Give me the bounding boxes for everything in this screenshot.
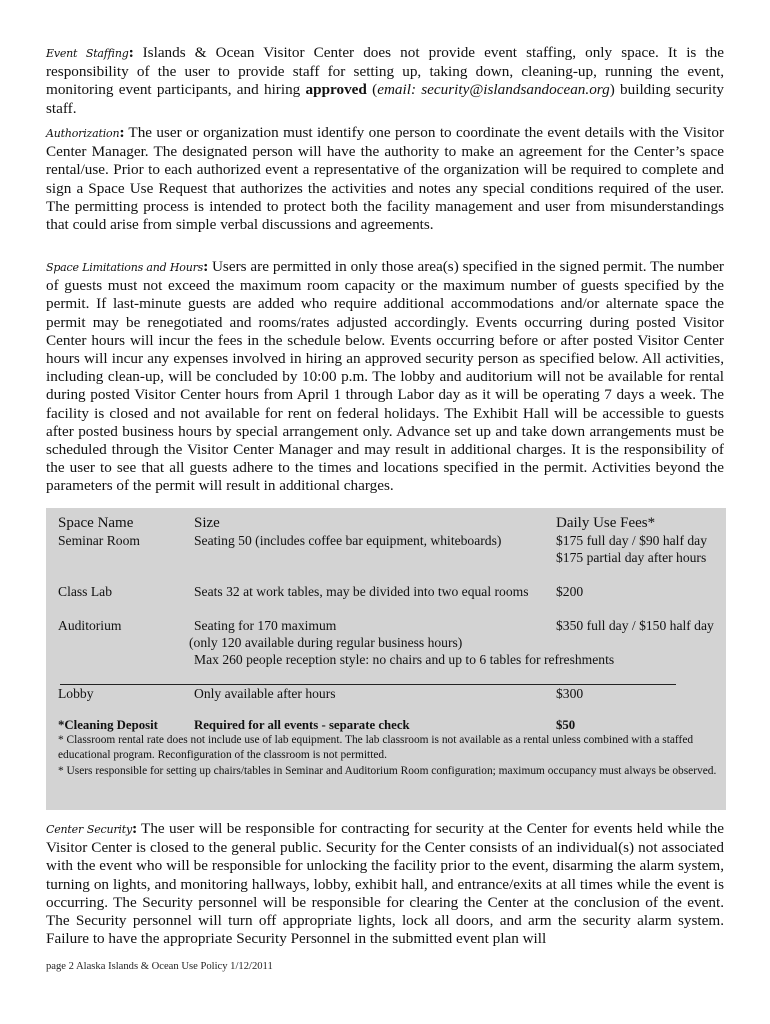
- authorization-text: The user or organization must identify one person to coordinate the event details with the Visitor Center Manager. The designated person will have the authority to make an agreement for the Center’s space rental/use. Prior to each authorized event a representative of the organization will be required to complete and sign a Space Use Request that authorizes the activities and notes any special conditions required of the user. The permitting process is intended to protect both the facility management and user from misunderstandings that could arise from simple verbal discussions and agreements.: [46, 124, 724, 234]
- header-daily-use-fees: Daily Use Fees*: [556, 515, 656, 531]
- footnote-classroom: * Classroom rental rate does not include use of lab equipment. The lab classroom is not available as a rental unless combined with a staffed educational program. Reconfiguration of the classroom is not permitted.: [58, 734, 694, 761]
- center-security-text: The user will be responsible for contracting for security at the Center for events held while the Visitor Center is closed to the general public. Security for the Center consists of an individual(s) not associated with the event who will be responsible for unlocking the facility prior to the event, disarming the alarm system, turning on lights, and monitoring hallways, lobby, exhibit hall, and entrance/exits at all times while the event is occurring. The Security personnel will be responsible for clearing the Center at the conclusion of the event. The Security personnel will turn off appropriate lights, lock all doors, and arm the security alarm system. Failure to have the appropriate Security Personnel in the submitted event plan will: [46, 820, 724, 948]
- approved-emphasis: approved: [305, 81, 367, 99]
- table-divider: [60, 684, 676, 685]
- event-staffing-paragraph: [46, 44, 724, 118]
- row-classlab-size: Seats 32 at work tables, may be divided into two equal rooms: [194, 584, 529, 599]
- row-auditorium-reception: Max 260 people reception style: no chairs and up to 6 tables for refreshments: [194, 652, 615, 667]
- row-auditorium-size: Seating for 170 maximum: [194, 618, 337, 633]
- header-space-name: Space Name: [58, 515, 134, 531]
- row-lobby-fee: $300: [556, 686, 584, 701]
- footnote-setup: * Users responsible for setting up chairs/tables in Seminar and Auditorium Room configuration; maximum occupancy must always be observed.: [58, 765, 717, 777]
- security-email-link[interactable]: email: security@islandsandocean.org: [377, 81, 610, 99]
- event-staffing-text-end: ) building security staff.: [46, 81, 725, 117]
- authorization-paragraph: [46, 124, 724, 234]
- space-limitations-paragraph: [46, 258, 724, 496]
- center-security-paragraph: [46, 820, 724, 948]
- event-staffing-text: Islands & Ocean Visitor Center does not provide event staffing, only space. It is the responsibility of the user to provide staff for setting up, taking down, cleaning-up, running the event, monitoring event participants, and hiring: [46, 44, 724, 99]
- row-seminar-space: Seminar Room: [58, 533, 140, 548]
- space-limitations-text: Users are permitted in only those area(s) specified in the signed permit. The number of guests must not exceed the maximum room capacity or the maximum number of guests specified by the permit. If last-minute guests are added who require additional accommodations and/or alternate space the permit may be renegotiated and rooms/rates adjusted accordingly. Events occurring during posted Visitor Center hours will incur the fees in the schedule below. Events occurring before or after posted Visitor Center hours will incur any expenses involved in hiring an approved security person as specified below. All activities, including clean-up, will be concluded by 10:00 p.m. The lobby and auditorium will not be available for rental during posted Visitor Center hours from April 1 through Labor day as it will be operating 7 days a week. The facility is closed and not available for rent on federal holidays. The Exhibit Hall will be accessible to guests after posted business hours by special arrangement only. Advance set up and take down arrangements must be scheduled through the Visitor Center Manager and may result in additional charges. It is the responsibility of the user to see that all guests adhere to the times and locations specified in the permit. Activities beyond the parameters of the permit will result in additional charges.: [46, 258, 724, 495]
- row-lobby-space: Lobby: [58, 686, 94, 701]
- row-cleaning-space: *Cleaning Deposit: [58, 718, 158, 732]
- row-auditorium-fee: $350 full day / $150 half day: [556, 618, 714, 633]
- row-seminar-size: Seating 50 (includes coffee bar equipment, whiteboards): [194, 533, 502, 548]
- row-cleaning-fee: $50: [556, 718, 576, 732]
- row-classlab-space: Class Lab: [58, 584, 112, 599]
- center-security-heading: Center Security :: [46, 823, 137, 836]
- paren-open: (: [366, 81, 378, 99]
- row-seminar-fee: $175 full day / $90 half day: [556, 533, 708, 548]
- row-lobby-size: Only available after hours: [194, 686, 336, 701]
- row-classlab-fee: $200: [556, 584, 584, 599]
- header-size: Size: [194, 515, 220, 531]
- page-footer: page 2 Alaska Islands & Ocean Use Policy 1/12/2011: [46, 961, 273, 972]
- authorization-heading: Authorization :: [46, 127, 124, 140]
- row-auditorium-space: Auditorium: [58, 618, 122, 633]
- event-staffing-heading: Event Staffing :: [46, 47, 134, 60]
- row-cleaning-size: Required for all events - separate check: [194, 718, 410, 732]
- space-limitations-heading: Space Limitations and Hours :: [46, 261, 208, 274]
- fees-table: [46, 508, 726, 810]
- row-auditorium-size-note: (only 120 available during regular business hours): [189, 635, 463, 650]
- row-seminar-fee-after-hours: $175 partial day after hours: [556, 550, 707, 565]
